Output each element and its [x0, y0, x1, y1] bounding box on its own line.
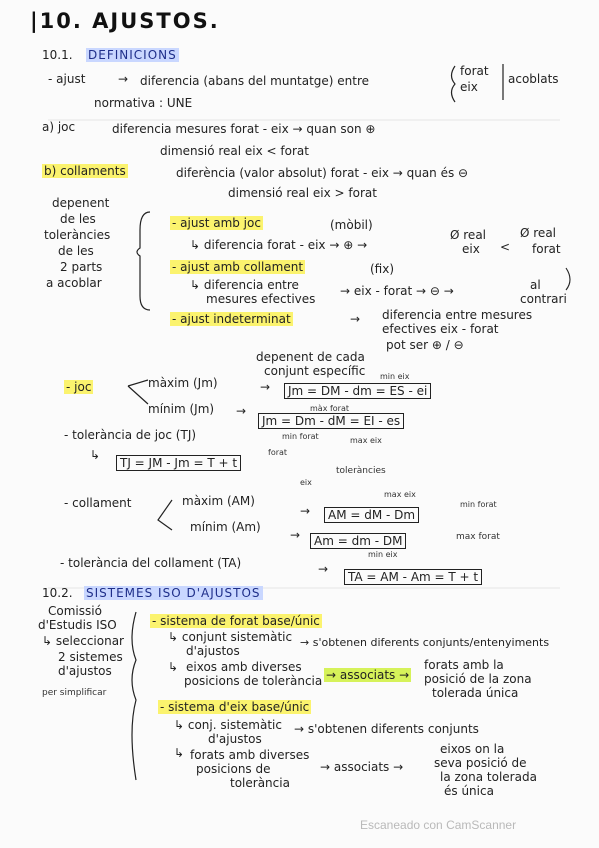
- tj-corner: ↳: [90, 448, 101, 462]
- collament-sub1: ↳ diferencia entre: [190, 278, 299, 292]
- arrow-icon: →: [350, 312, 361, 326]
- scanner-watermark: Escaneado con CamScanner: [360, 818, 517, 832]
- ajust-definition: diferencia (abans del muntatge) entre: [140, 74, 370, 88]
- tj-label: - tolerància de joc (TJ): [64, 428, 197, 442]
- forat-e2: posicions de tolerància: [184, 674, 323, 688]
- ajust-joc-label: - ajust amb joc: [172, 216, 261, 230]
- note-forat: forat: [268, 448, 288, 457]
- eix-associats: → associats →: [320, 760, 404, 774]
- item-a-label: a) joc: [42, 120, 76, 134]
- eix-corner: ↳: [174, 746, 185, 760]
- indeterminat-3: pot ser ⊕ / ⊖: [386, 338, 464, 352]
- arrow-icon: →: [318, 562, 329, 576]
- section-heading-2: SISTEMES ISO D'AJUSTOS: [86, 586, 261, 600]
- ajust-joc-sub: ↳ diferencia forat - eix → ⊕ →: [190, 238, 368, 252]
- forat-corner: ↳: [168, 660, 179, 674]
- eix-e2: posicions de: [196, 762, 271, 776]
- arrow-icon: →: [236, 404, 247, 418]
- note-max-forat-2: max forat: [456, 532, 500, 542]
- note-max-forat: màx forat: [310, 404, 350, 413]
- forat-r2: posició de la zona: [424, 672, 532, 686]
- eix-r4: és única: [444, 784, 494, 798]
- eix-c1: ↳ conj. sistemàtic: [174, 718, 282, 732]
- item-b-line2: dimensió real eix > forat: [228, 186, 377, 200]
- indeterminat-2: efectives eix - forat: [382, 322, 499, 336]
- note-eix: eix: [300, 478, 312, 487]
- ajust-norma: normativa : UNE: [94, 96, 193, 110]
- arrow-icon: →: [260, 380, 271, 394]
- arrow-icon: →: [118, 72, 129, 86]
- note-min-eix: min eix: [380, 372, 410, 381]
- section-number-2: 10.2.: [42, 586, 73, 600]
- eix-c2: d'ajustos: [208, 732, 262, 746]
- eix-e1: forats amb diverses: [190, 748, 310, 762]
- ajust-collament-label: - ajust amb collament: [172, 260, 304, 274]
- ajust-joc-tag: (mòbil): [330, 218, 373, 232]
- arrow-icon: →: [300, 504, 311, 518]
- joc-max: màxim (Jm): [148, 376, 218, 390]
- joc-r2a: Ø real: [520, 226, 556, 240]
- forat-c1: ↳ conjunt sistemàtic: [168, 630, 293, 644]
- sistema-eix-label: - sistema d'eix base/únic: [160, 700, 310, 714]
- ajust-tail: acoblats: [508, 72, 559, 86]
- collament-label: - collament: [64, 496, 132, 510]
- collament-max: màxim (AM): [182, 494, 255, 508]
- brace-eix: eix: [460, 80, 478, 94]
- ajust-collament-tag: (fix): [370, 262, 395, 276]
- note-max-eix: max eix: [350, 436, 382, 445]
- notebook-page: |10. AJUSTOS. 10.1. DEFINICIONS - ajust → diferencia (abans del muntatge) entre forat eix acoblats normativa : UNE a) joc diferencia mesures forat - eix → quan son ⊕ dimensió real eix < forat b) collaments diferència (valor absolut) forat - eix → quan és ⊖ dimensió real eix > forat depenent de les toleràncies de les 2 parts a acoblar - ajust amb joc (mòbil) ↳ diferencia forat - eix → ⊕ → Ø real eix < Ø real forat - ajust amb collament (fix) ↳ diferencia entre mesures efectives → eix - forat → ⊖ → al contrari - ajust indeterminat → diferencia entre mesures efectives eix - forat pot ser ⊕ / ⊖ depenent de cada conjunt específic - joc màxim (Jm) → Jm = DM - dm = ES - ei min eix mínim (Jm) → Jm = Dm - dM = EI - es màx forat min forat max eix - tolerància de joc (TJ) ↳ TJ = JM - Jm = T + t forat eix toleràncies - collament màxim (AM) → AM = dM - Dm max eix min forat mínim (Am) → Am = dm - DM min eix max forat - tolerància del collament (TA) → TA = AM - Am = T + t 10.2. SISTEMES ISO D'AJUSTOS Comissió d'Estudis ISO ↳ seleccionar 2 sistemes d'ajustos per simplificar - sistema de forat base/únic ↳ conjunt sistemàtic d'ajustos → s'obtenen diferents conjunts/entenyiments ↳ eixos amb diverses posicions de tolerància → associats → forats amb la posició de la zona tolerada única - sistema d'eix base/únic ↳ conj. sistemàtic d'ajustos → s'obtenen diferents conjunts ↳ forats amb diverses posicions de tolerància → associats → eixos on la seva posició de la zona tolerada és única Escaneado con CamScanner: [0, 0, 599, 848]
- note-max-eix-2: max eix: [384, 490, 416, 499]
- conjunt-note-1: depenent de cada: [256, 350, 365, 364]
- note-tolerancies: toleràncies: [336, 466, 386, 476]
- ta-label: - tolerància del collament (TA): [60, 556, 242, 570]
- sistema-forat-label: - sistema de forat base/únic: [152, 614, 320, 628]
- formula-tj: TJ = JM - Jm = T + t: [116, 455, 241, 471]
- ajust-indeterminat-label: - ajust indeterminat: [172, 312, 291, 326]
- forat-c2: d'ajustos: [186, 644, 240, 658]
- eix-e3: tolerància: [230, 776, 290, 790]
- joc-r1a: Ø real: [450, 228, 486, 242]
- conjunt-note-2: conjunt específic: [264, 364, 366, 378]
- eix-r2: seva posició de: [434, 756, 527, 770]
- formula-am-min: Am = dm - DM: [310, 533, 406, 549]
- formula-ta: TA = AM - Am = T + t: [344, 569, 482, 585]
- joc-r1b: eix: [462, 242, 480, 256]
- joc-r2b: forat: [532, 242, 561, 256]
- section-heading: DEFINICIONS: [88, 48, 177, 62]
- collament-min: mínim (Am): [190, 520, 261, 534]
- forat-associats: → associats →: [326, 668, 410, 682]
- item-b-line1: diferència (valor absolut) forat - eix → quan és ⊖: [176, 166, 469, 180]
- eix-r1: eixos on la: [440, 742, 505, 756]
- forat-result: → s'obtenen diferents conjunts/entenyiments: [300, 636, 550, 649]
- forat-e1: eixos amb diverses: [186, 660, 302, 674]
- collament-r2: contrari: [520, 292, 567, 306]
- item-a-line1: diferencia mesures forat - eix → quan son ⊕: [112, 122, 376, 136]
- formula-jm-min: Jm = Dm - dM = EI - es: [258, 413, 404, 429]
- section-number: 10.1.: [42, 48, 73, 62]
- page-title: |10. AJUSTOS.: [30, 9, 220, 33]
- indeterminat-1: diferencia entre mesures: [382, 308, 533, 322]
- collament-sub2: mesures efectives: [206, 292, 316, 306]
- brace-forat: forat: [460, 64, 489, 78]
- collament-r1: al: [530, 278, 541, 292]
- forat-r3: tolerada única: [432, 686, 519, 700]
- collament-arrow: → eix - forat → ⊖ →: [340, 284, 454, 298]
- formula-am-max: AM = dM - Dm: [324, 507, 419, 523]
- joc-lt: <: [500, 240, 511, 254]
- note-min-forat-2: min forat: [460, 500, 497, 509]
- forat-r1: forats amb la: [424, 658, 504, 672]
- eix-result: → s'obtenen diferents conjunts: [294, 722, 479, 736]
- note-min-eix-2: min eix: [368, 550, 398, 559]
- joc-label: - joc: [66, 380, 92, 394]
- arrow-icon: →: [290, 528, 301, 542]
- formula-jm-max: Jm = DM - dm = ES - ei: [284, 383, 431, 399]
- ajust-label: - ajust: [48, 72, 86, 86]
- item-b-label: b) collaments: [44, 164, 126, 178]
- joc-min: mínim (Jm): [148, 402, 215, 416]
- item-a-line2: dimensió real eix < forat: [160, 144, 309, 158]
- note-min-forat: min forat: [282, 432, 319, 441]
- eix-r3: la zona tolerada: [440, 770, 537, 784]
